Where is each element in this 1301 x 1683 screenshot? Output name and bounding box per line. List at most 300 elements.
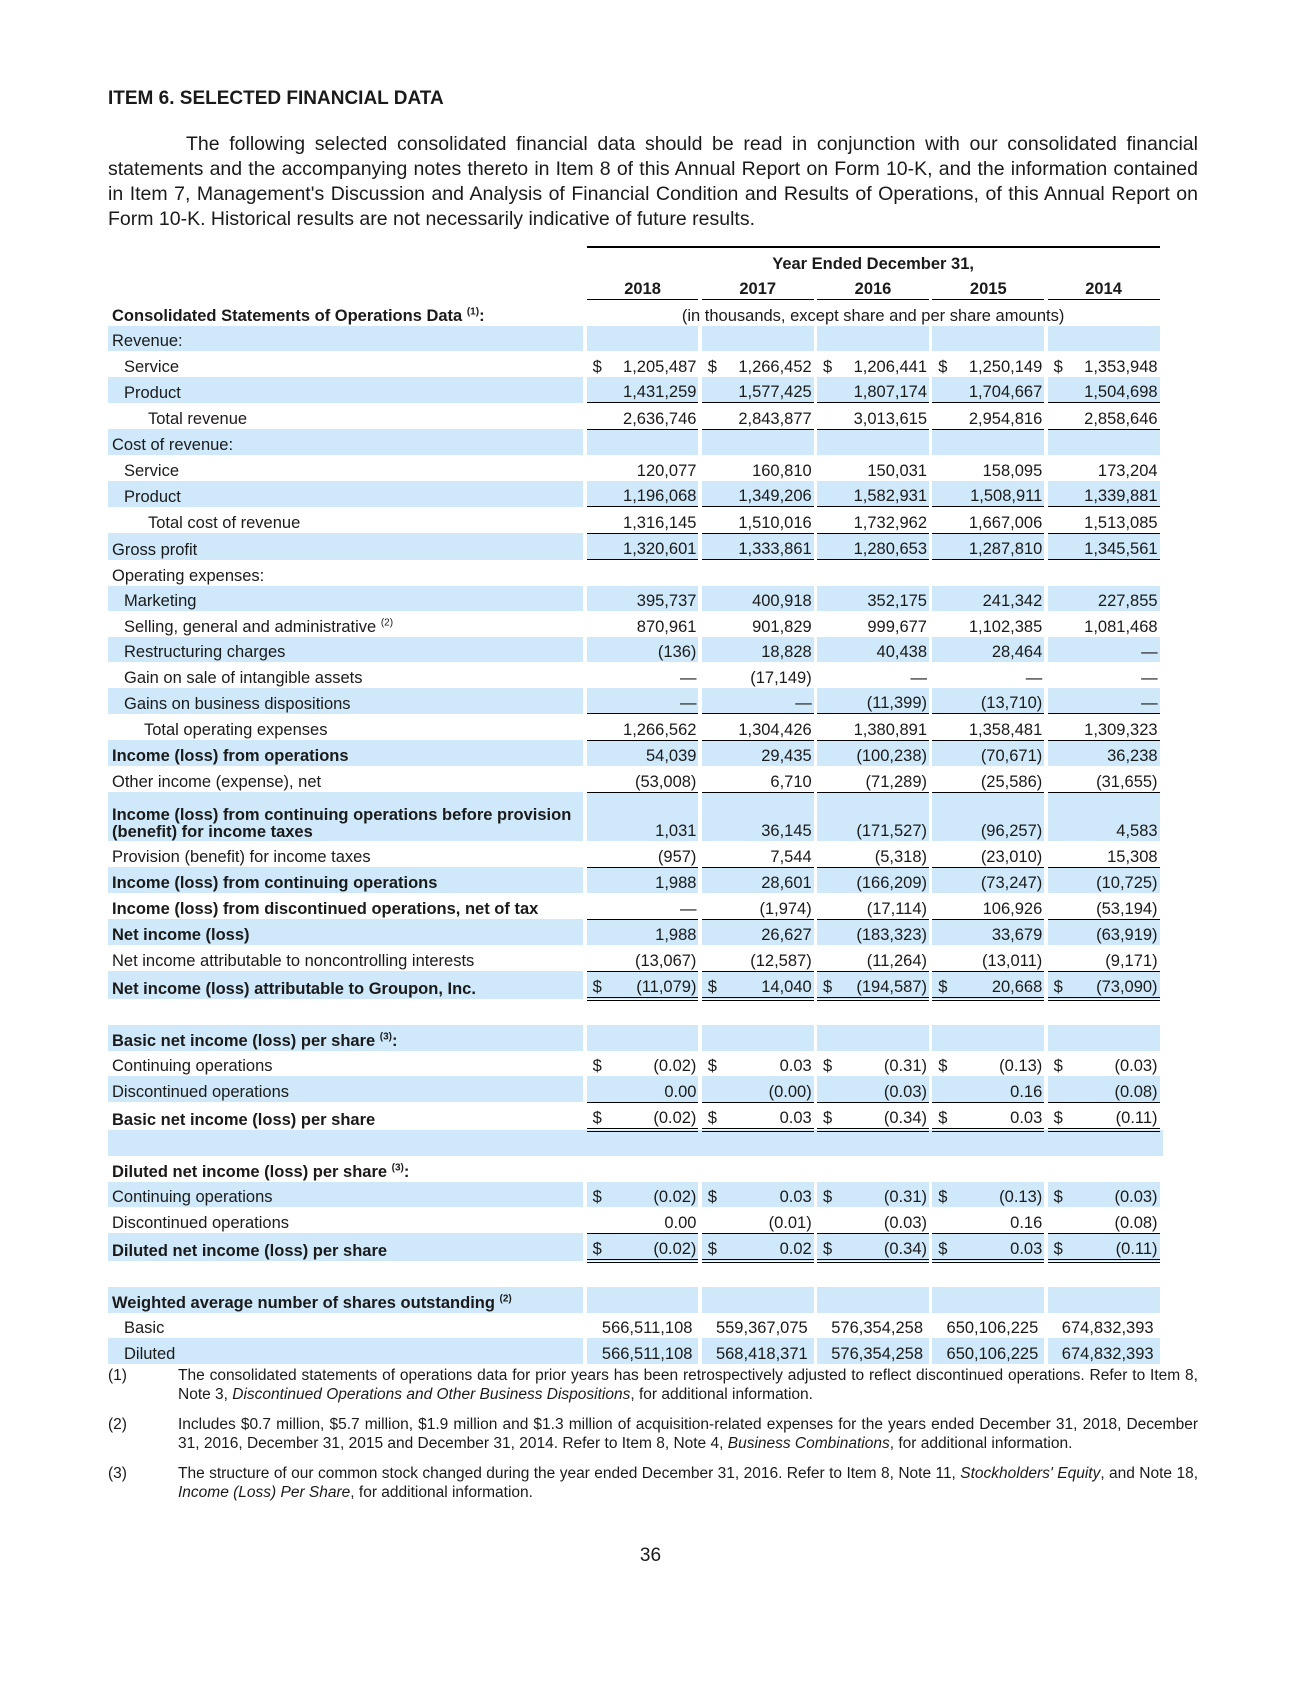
cell-value: (71,289): [833, 766, 929, 792]
cell-value: (13,710): [948, 688, 1044, 714]
cell-value: 1,287,810: [948, 533, 1044, 560]
cell-value: 18,828: [718, 637, 814, 663]
currency-symbol: [1048, 1287, 1064, 1313]
table-row: [108, 326, 1163, 352]
cell-value: 29,435: [718, 740, 814, 766]
currency-symbol: [932, 766, 948, 792]
currency-symbol: [1048, 893, 1064, 919]
cell-value: —: [1025, 668, 1043, 687]
currency-symbol: [932, 507, 948, 534]
table-row: [108, 1051, 1163, 1077]
row-label: Continuing operations: [108, 1182, 583, 1208]
currency-symbol: [587, 1025, 603, 1051]
cell-value: 150,031: [867, 461, 927, 480]
cell-value: 1,031: [603, 792, 699, 841]
cell-value: [1063, 560, 1159, 586]
currency-symbol: [702, 919, 718, 945]
currency-symbol: [587, 1287, 603, 1313]
cell-value: (0.34): [833, 1233, 929, 1261]
currency-symbol: $: [702, 971, 718, 999]
section-label-row: [108, 300, 1163, 326]
currency-symbol: [587, 533, 603, 560]
currency-symbol: [817, 377, 833, 403]
cell-value: 576,354,258: [831, 1319, 923, 1337]
currency-symbol: [817, 326, 833, 352]
currency-symbol: [817, 1207, 833, 1233]
currency-symbol: $: [932, 971, 948, 999]
currency-symbol: [587, 326, 603, 352]
row-label: Income (loss) from discontinued operations, net of tax: [112, 900, 539, 918]
cell-value: [718, 1025, 814, 1051]
footnote: [108, 1464, 1198, 1503]
cell-value: 1,345,561: [1063, 533, 1159, 560]
year-header: 2017: [702, 274, 814, 300]
currency-symbol: [702, 662, 718, 688]
cell-value: (96,257): [948, 792, 1044, 841]
cell-value: —: [603, 893, 699, 919]
currency-symbol: [587, 611, 603, 637]
currency-symbol: [1048, 1156, 1064, 1182]
cell-value: (0.03): [1114, 1057, 1158, 1075]
currency-symbol: [1048, 919, 1064, 945]
currency-symbol: [1048, 611, 1064, 637]
cell-value: 6,710: [718, 766, 814, 792]
footnote-key: (1): [108, 1366, 127, 1384]
cell-value: (0.02): [603, 1102, 699, 1130]
cell-value: 0.00: [603, 1076, 699, 1102]
cell-value: 2,843,877: [718, 403, 814, 430]
cell-value: 20,668: [948, 971, 1044, 999]
cell-value: 1,266,562: [603, 714, 699, 741]
currency-symbol: [702, 611, 718, 637]
cell-value: —: [1141, 668, 1158, 687]
currency-symbol: [1048, 481, 1064, 507]
currency-symbol: [932, 662, 948, 688]
currency-symbol: [587, 1076, 603, 1102]
cell-value: (73,090): [1063, 971, 1159, 999]
cell-value: (0.11): [1063, 1102, 1159, 1130]
table-row: [108, 740, 1163, 766]
row-label: Weighted average number of shares outstanding $^{(2)}$: [108, 1287, 583, 1313]
row-label: Income (loss) from continuing operations: [108, 867, 583, 893]
cell-value: 0.02: [718, 1233, 814, 1261]
table-row: [108, 1182, 1163, 1208]
cell-value: 1,250,149: [968, 357, 1043, 376]
currency-symbol: [1048, 429, 1064, 455]
table-row: [108, 1233, 1163, 1261]
currency-symbol: [587, 792, 603, 841]
year-header: 2016: [817, 274, 929, 300]
currency-symbol: [817, 1076, 833, 1102]
currency-symbol: $: [592, 1057, 602, 1075]
currency-symbol: [702, 1156, 718, 1182]
currency-symbol: [702, 867, 718, 893]
currency-symbol: [587, 560, 603, 586]
cell-value: 1,988: [603, 919, 699, 945]
cell-value: (194,587): [833, 971, 929, 999]
currency-symbol: [932, 326, 948, 352]
currency-symbol: $: [817, 1233, 833, 1261]
currency-symbol: [932, 429, 948, 455]
cell-value: 173,204: [1097, 461, 1158, 480]
currency-symbol: [1048, 637, 1064, 663]
cell-value: [948, 1287, 1044, 1313]
currency-symbol: $: [707, 1057, 717, 1075]
currency-symbol: [1048, 560, 1064, 586]
cell-value: 0.03: [948, 1102, 1044, 1130]
cell-value: (1,974): [718, 893, 814, 919]
currency-symbol: [587, 481, 603, 507]
currency-symbol: [817, 662, 833, 688]
currency-symbol: $: [1048, 1182, 1064, 1208]
table-row: [108, 1156, 1163, 1182]
currency-symbol: [702, 560, 718, 586]
currency-symbol: [932, 714, 948, 741]
cell-value: (0.13): [999, 1057, 1043, 1075]
cell-value: 227,855: [1063, 586, 1159, 612]
currency-symbol: [587, 919, 603, 945]
currency-symbol: [587, 507, 603, 534]
cell-value: 870,961: [636, 617, 697, 636]
footnote: [108, 1366, 1198, 1405]
table-row: [108, 971, 1163, 999]
currency-symbol: [1048, 1207, 1064, 1233]
currency-symbol: [1048, 688, 1064, 714]
cell-value: 1,320,601: [603, 533, 699, 560]
currency-symbol: [932, 403, 948, 430]
table-row: [108, 1207, 1163, 1233]
cell-value: 1,081,468: [1084, 617, 1158, 636]
currency-symbol: [817, 455, 833, 481]
currency-symbol: [932, 377, 948, 403]
currency-symbol: [1048, 586, 1064, 612]
cell-value: (0.02): [653, 1057, 697, 1075]
currency-symbol: [817, 740, 833, 766]
currency-symbol: [702, 766, 718, 792]
table-row: [108, 945, 1163, 971]
currency-symbol: [587, 714, 603, 741]
year-header: 2018: [587, 274, 699, 300]
currency-symbol: [932, 688, 948, 714]
cell-value: 1,577,425: [718, 377, 814, 403]
currency-symbol: [932, 533, 948, 560]
currency-symbol: [587, 841, 603, 867]
currency-symbol: [702, 714, 718, 741]
row-label: Diluted net income (loss) per share: [108, 1233, 583, 1261]
row-label: Total operating expenses: [144, 721, 328, 739]
table-row: [108, 637, 1163, 663]
table-row: [108, 429, 1163, 455]
cell-value: 1,102,385: [968, 617, 1043, 636]
table-row: [108, 611, 1163, 637]
cell-value: 2,954,816: [948, 403, 1044, 430]
cell-value: [948, 1156, 1044, 1182]
cell-value: 0.03: [948, 1233, 1044, 1261]
currency-symbol: $: [707, 357, 717, 376]
currency-symbol: [932, 455, 948, 481]
row-label: Basic net income (loss) per share: [112, 1111, 376, 1129]
row-label: Total cost of revenue: [148, 514, 301, 532]
row-label: Total revenue: [148, 410, 248, 428]
table-title: Year Ended December 31,: [587, 247, 1160, 274]
cell-value: 1,309,323: [1063, 714, 1159, 741]
table-row: [108, 766, 1163, 792]
cell-value: 2,636,746: [603, 403, 699, 430]
row-label: Diluted net income (loss) per share $^{(3)}$:: [112, 1162, 410, 1181]
cell-value: [603, 326, 699, 352]
cell-value: [718, 1287, 814, 1313]
cell-value: 0.16: [948, 1076, 1044, 1102]
currency-symbol: [1048, 766, 1064, 792]
currency-symbol: [817, 1287, 833, 1313]
row-label: Net income (loss) attributable to Groupon, Inc.: [108, 971, 583, 999]
cell-value: (25,586): [948, 766, 1044, 792]
footnote-text: The consolidated statements of operations data for prior years has been retrospectively adjusted to reflect discontinued operations. Refer to Item 8, Note 3, Discontinued Operations and Other Business Dispositions, for additional information.: [178, 1366, 1198, 1403]
row-label: Net income (loss): [108, 919, 583, 945]
cell-value: [948, 1025, 1044, 1051]
cell-value: 1,280,653: [833, 533, 929, 560]
cell-value: (0.01): [718, 1207, 814, 1233]
currency-symbol: $: [1053, 1057, 1063, 1075]
section-label: Consolidated Statements of Operations Data $^{(1)}$:: [112, 306, 485, 325]
cell-value: —: [1063, 688, 1159, 714]
currency-symbol: [932, 740, 948, 766]
cell-value: 1,333,861: [718, 533, 814, 560]
cell-value: 395,737: [603, 586, 699, 612]
currency-symbol: [702, 637, 718, 663]
cell-value: (9,171): [1063, 945, 1159, 971]
cell-value: 7,544: [718, 841, 814, 867]
row-label: Restructuring charges: [108, 637, 583, 663]
cell-value: (183,323): [833, 919, 929, 945]
table-title-row: [108, 247, 1163, 274]
cell-value: —: [1063, 637, 1159, 663]
cell-value: 1,205,487: [623, 357, 697, 376]
currency-symbol: [932, 611, 948, 637]
footnote-text: Includes $0.7 million, $5.7 million, $1.9 million and $1.3 million of acquisition-related expenses for the years ended December 31, 2018, December 31, 2016, December 31, 2015 and December 31, 2014. Refer to Item 8, Note 4, Business Combinations, for additional information.: [178, 1415, 1198, 1452]
row-label: Continuing operations: [112, 1057, 273, 1075]
currency-symbol: $: [817, 1102, 833, 1130]
currency-symbol: [702, 688, 718, 714]
cell-value: [1063, 1025, 1159, 1051]
cell-value: 54,039: [603, 740, 699, 766]
table-row: [108, 377, 1163, 403]
footnotes: [108, 1366, 1198, 1503]
currency-symbol: [587, 688, 603, 714]
row-label: Provision (benefit) for income taxes: [112, 848, 371, 866]
currency-symbol: [817, 586, 833, 612]
cell-value: [833, 326, 929, 352]
cell-value: 1,316,145: [603, 507, 699, 534]
cell-value: —: [910, 668, 927, 687]
currency-symbol: [932, 586, 948, 612]
cell-value: (0.11): [1063, 1233, 1159, 1261]
financial-data-table: [108, 246, 1163, 1364]
currency-symbol: [817, 714, 833, 741]
row-label: Product: [108, 481, 583, 507]
cell-value: 160,810: [752, 461, 812, 480]
cell-value: 1,504,698: [1063, 377, 1159, 403]
cell-value: —: [603, 688, 699, 714]
cell-value: 1,266,452: [738, 357, 812, 376]
cell-value: 1,304,426: [718, 714, 814, 741]
cell-value: (13,011): [948, 945, 1044, 971]
cell-value: (11,079): [603, 971, 699, 999]
currency-symbol: [1048, 740, 1064, 766]
currency-symbol: $: [587, 1233, 603, 1261]
spacer-row: [108, 999, 1163, 1025]
year-header: 2014: [1048, 274, 1160, 300]
row-label: Other income (expense), net: [112, 773, 322, 791]
cell-value: (0.03): [833, 1207, 929, 1233]
row-label: Discontinued operations: [108, 1076, 583, 1102]
cell-value: (0.31): [883, 1057, 927, 1075]
currency-symbol: [702, 533, 718, 560]
row-label: Net income attributable to noncontrolling interests: [112, 952, 475, 970]
cell-value: (0.34): [833, 1102, 929, 1130]
cell-value: 650,106,225: [946, 1319, 1039, 1337]
cell-value: (166,209): [833, 867, 929, 893]
currency-symbol: [587, 893, 603, 919]
currency-symbol: $: [702, 1182, 718, 1208]
cell-value: 1,508,911: [948, 481, 1044, 507]
currency-symbol: [932, 1287, 948, 1313]
currency-symbol: [1048, 326, 1064, 352]
section-heading: ITEM 6. SELECTED FINANCIAL DATA: [108, 88, 444, 109]
cell-value: [1063, 326, 1159, 352]
table-row: [108, 455, 1163, 481]
cell-value: 106,926: [948, 893, 1044, 919]
table-row: [108, 662, 1163, 688]
cell-value: [948, 560, 1044, 586]
cell-value: 566,511,108: [587, 1338, 699, 1364]
year-header: 2015: [932, 274, 1044, 300]
currency-symbol: [587, 662, 603, 688]
footnote: [108, 1415, 1198, 1454]
table-row: [108, 1287, 1163, 1313]
cell-value: [718, 429, 814, 455]
currency-symbol: $: [823, 1057, 833, 1075]
cell-value: (12,587): [718, 945, 814, 971]
cell-value: [948, 326, 1044, 352]
footnote-key: (3): [108, 1464, 127, 1482]
row-label: Product: [108, 377, 583, 403]
row-label: Income (loss) from continuing operations before provision (benefit) for income taxes: [108, 792, 583, 841]
cell-value: (53,008): [603, 766, 699, 792]
cell-value: [603, 560, 699, 586]
cell-value: 1,353,948: [1084, 357, 1158, 376]
table-row: [108, 714, 1163, 741]
currency-symbol: [817, 403, 833, 430]
cell-value: 650,106,225: [932, 1338, 1044, 1364]
row-label: Discontinued operations: [112, 1214, 290, 1232]
currency-symbol: [702, 403, 718, 430]
currency-symbol: [587, 766, 603, 792]
cell-value: (11,264): [833, 945, 929, 971]
currency-symbol: $: [1048, 1102, 1064, 1130]
currency-symbol: $: [587, 1182, 603, 1208]
currency-symbol: [1048, 403, 1064, 430]
table-row: [108, 351, 1163, 377]
cell-value: [833, 560, 929, 586]
cell-value: 0.00: [603, 1207, 699, 1233]
cell-value: 1,667,006: [948, 507, 1044, 534]
table-row: [108, 1025, 1163, 1051]
currency-symbol: [932, 945, 948, 971]
cell-value: 352,175: [833, 586, 929, 612]
cell-value: (957): [603, 841, 699, 867]
currency-symbol: [817, 1156, 833, 1182]
cell-value: [603, 1156, 699, 1182]
row-label: Basic: [124, 1319, 165, 1337]
cell-value: [1063, 1287, 1159, 1313]
table-row: [108, 893, 1163, 919]
currency-symbol: [702, 377, 718, 403]
currency-symbol: [932, 841, 948, 867]
table-row: [108, 1313, 1163, 1339]
cell-value: 0.16: [948, 1207, 1044, 1233]
cell-value: 1,988: [603, 867, 699, 893]
currency-symbol: [817, 945, 833, 971]
currency-symbol: [587, 1207, 603, 1233]
cell-value: 36,145: [718, 792, 814, 841]
currency-symbol: [817, 1025, 833, 1051]
currency-symbol: [587, 945, 603, 971]
currency-symbol: [1048, 841, 1064, 867]
footnote-text: The structure of our common stock changed during the year ended December 31, 2016. Refer to Item 8, Note 11, Stockholders' Equity, and Note 18, Income (Loss) Per Share, for additional information.: [178, 1464, 1198, 1501]
currency-symbol: [702, 481, 718, 507]
cell-value: (13,067): [603, 945, 699, 971]
currency-symbol: [702, 792, 718, 841]
cell-value: 1,431,259: [603, 377, 699, 403]
cell-value: 0.03: [779, 1057, 812, 1075]
row-label: Marketing: [108, 586, 583, 612]
table-row: [108, 586, 1163, 612]
table-row: [108, 560, 1163, 586]
cell-value: 1,339,881: [1063, 481, 1159, 507]
spacer-row: [108, 1261, 1163, 1287]
cell-value: 559,367,075: [715, 1319, 808, 1337]
currency-symbol: [817, 637, 833, 663]
currency-symbol: $: [702, 1102, 718, 1130]
cell-value: [833, 1025, 929, 1051]
cell-value: 0.03: [718, 1182, 814, 1208]
currency-symbol: [1048, 1025, 1064, 1051]
table-row: [108, 688, 1163, 714]
currency-symbol: [1048, 662, 1064, 688]
table-row: [108, 507, 1163, 534]
cell-value: 674,832,393: [1061, 1319, 1154, 1337]
cell-value: 28,464: [948, 637, 1044, 663]
currency-symbol: $: [932, 1182, 948, 1208]
cell-value: (171,527): [833, 792, 929, 841]
currency-symbol: [702, 1287, 718, 1313]
cell-value: 999,677: [867, 617, 927, 636]
currency-symbol: [817, 766, 833, 792]
currency-symbol: [587, 1156, 603, 1182]
currency-symbol: [702, 945, 718, 971]
cell-value: (10,725): [1063, 867, 1159, 893]
currency-symbol: [932, 1076, 948, 1102]
currency-symbol: [702, 1207, 718, 1233]
table-row: [108, 867, 1163, 893]
currency-symbol: [1048, 792, 1064, 841]
currency-symbol: [702, 326, 718, 352]
cell-value: (63,919): [1063, 919, 1159, 945]
currency-symbol: $: [1048, 1233, 1064, 1261]
cell-value: 1,513,085: [1063, 507, 1159, 534]
cell-value: 1,380,891: [833, 714, 929, 741]
